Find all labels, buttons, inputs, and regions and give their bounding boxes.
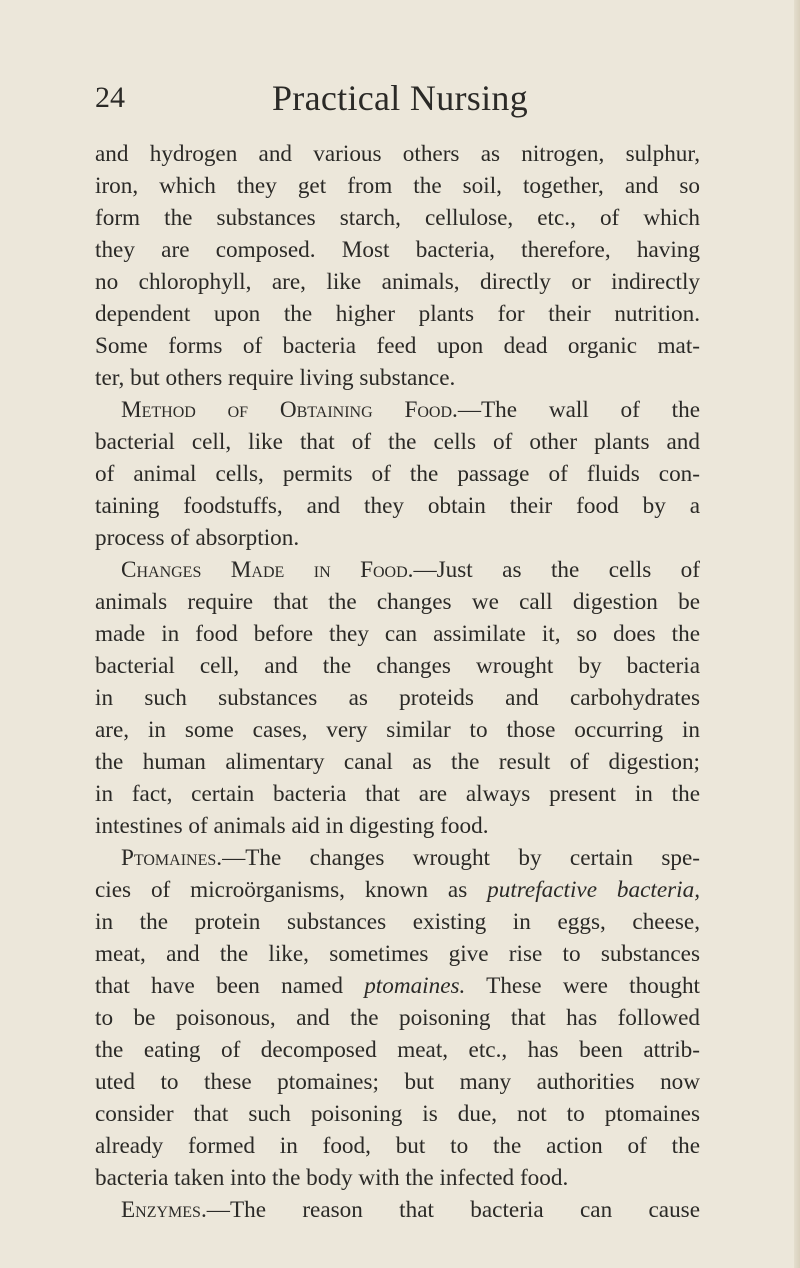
text-line: in fact, certain bacteria that are always present in the: [95, 781, 700, 807]
text-line: the eating of decomposed meat, etc., has been attrib-: [95, 1037, 700, 1063]
section-heading: Ptomaines.: [121, 845, 223, 871]
text-run: cies of microörganisms, known as: [95, 877, 488, 903]
text-line: animals require that the changes we call digestion be: [95, 589, 700, 615]
section-heading: Enzymes.: [121, 1197, 207, 1223]
paragraph-first-line: [95, 842, 700, 874]
text-line: in such substances as proteids and carbohydrates: [95, 685, 700, 711]
page-number: 24: [95, 81, 125, 114]
running-title: Practical Nursing: [271, 78, 529, 118]
text-run: that have been named: [95, 973, 365, 999]
text-run: —The wall of the: [457, 397, 700, 423]
section-heading: Changes Made in Food.: [121, 557, 414, 583]
text-line: taining foodstuffs, and they obtain their food by a: [95, 493, 700, 519]
text-line: bacterial cell, and the changes wrought by bacteria: [95, 653, 700, 679]
text-line: to be poisonous, and the poisoning that has followed: [95, 1005, 700, 1031]
body-text: [95, 138, 700, 1226]
paragraph-first-line: [95, 1194, 700, 1226]
text-line: are, in some cases, very similar to those occurring in: [95, 717, 700, 743]
text-run: —Just as the cells of: [413, 557, 700, 583]
text-line: process of absorption.: [95, 525, 300, 551]
text-line: form the substances starch, cellulose, etc., of which: [95, 205, 700, 231]
text-line: [95, 874, 700, 906]
text-line: iron, which they get from the soil, together, and so: [95, 173, 700, 199]
text-line: of animal cells, permits of the passage of fluids con-: [95, 461, 700, 487]
text-line: in the protein substances existing in eggs, cheese,: [95, 909, 700, 935]
text-line: Some forms of bacteria feed upon dead organic mat-: [95, 333, 700, 359]
text-run: These were thought: [465, 973, 700, 999]
text-line: uted to these ptomaines; but many authorities now: [95, 1069, 700, 1095]
italic-term: putrefactive bacteria,: [487, 877, 700, 903]
text-run: —The reason that bacteria can cause: [206, 1197, 700, 1223]
text-line: and hydrogen and various others as nitrogen, sulphur,: [95, 141, 700, 167]
text-line: consider that such poisoning is due, not to ptomaines: [95, 1101, 700, 1127]
paragraph-first-line: [95, 394, 700, 426]
page-edge: [794, 0, 800, 1268]
paragraph-first-line: [95, 554, 700, 586]
text-run: —The changes wrought by certain spe-: [222, 845, 700, 871]
page-header: [95, 78, 705, 128]
text-line: [95, 970, 700, 1002]
text-line: no chlorophyll, are, like animals, directly or indirectly: [95, 269, 700, 295]
text-line: bacteria taken into the body with the infected food.: [95, 1165, 569, 1191]
text-line: intestines of animals aid in digesting food.: [95, 813, 489, 839]
text-line: they are composed. Most bacteria, therefore, having: [95, 237, 700, 263]
text-line: ter, but others require living substance.: [95, 365, 456, 391]
text-line: meat, and the like, sometimes give rise to substances: [95, 941, 700, 967]
text-line: the human alimentary canal as the result of digestion;: [95, 749, 700, 775]
text-line: bacterial cell, like that of the cells of other plants and: [95, 429, 700, 455]
text-line: already formed in food, but to the action of the: [95, 1133, 700, 1159]
section-heading: Method of Obtaining Food.: [121, 397, 458, 423]
text-line: dependent upon the higher plants for their nutrition.: [95, 301, 700, 327]
text-line: made in food before they can assimilate it, so does the: [95, 621, 700, 647]
italic-term: ptomaines.: [364, 973, 466, 999]
